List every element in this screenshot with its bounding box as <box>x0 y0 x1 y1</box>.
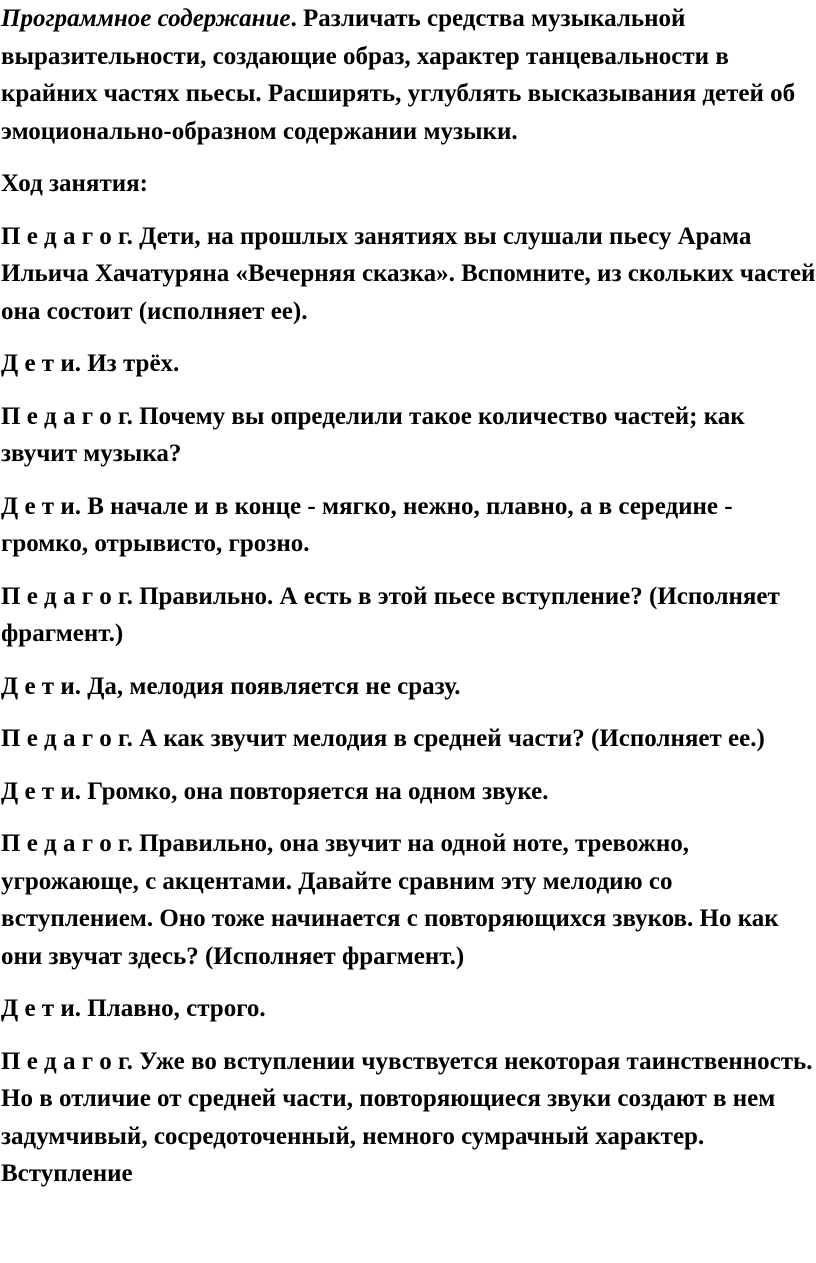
dialogue-line <box>1 398 816 473</box>
line-text: Из трёх. <box>80 350 180 377</box>
line-text: Почему вы определили такое количество частей; как звучит музыка? <box>1 402 745 467</box>
speaker-children: Д е т и. <box>1 672 81 700</box>
speaker-teacher: П е д а г о г. <box>1 402 133 430</box>
dialogue-line <box>1 218 816 331</box>
line-text: Громко, она повторяется на одном звуке. <box>80 777 549 805</box>
dialogue-line <box>1 488 816 563</box>
dialogue-line <box>1 825 816 975</box>
speaker-children: Д е т и. <box>1 350 81 377</box>
dialogue-line <box>1 578 816 653</box>
speaker-children: Д е т и. <box>1 995 81 1022</box>
line-text: Правильно. А есть в этой пьесе вступление? (Исполняет фрагмент.) <box>1 582 780 647</box>
speaker-children: Д е т и. <box>1 492 81 520</box>
intro-paragraph <box>1 0 816 150</box>
dialogue-line <box>1 990 816 1028</box>
speaker-children: Д е т и. <box>1 777 81 805</box>
line-text: Уже во вступлении чувствуется некоторая таинственность. Но в отличие от средней части, повторяющиеся звуки создают в нем задумчивый, сосредоточенный, немного сумрачный характер. Вступление <box>1 1047 813 1187</box>
program-content-text: . Различать средства музыкальной выразительности, создающие образ, характер танцевальности в крайних частях пьесы. Расширять, углублять высказывания детей об эмоционально-образном содержании музыки. <box>1 5 796 145</box>
speaker-teacher: П е д а г о г. <box>1 222 133 250</box>
line-text: Правильно, она звучит на одной ноте, тревожно, угрожающе, с акцентами. Давайте сравним эту мелодию со вступлением. Оно тоже начинается с повторяющихся звуков. Но как они звучат здесь? (Исполняет фрагмент.) <box>1 830 779 970</box>
dialogue-line <box>1 720 816 758</box>
speaker-teacher: П е д а г о г. <box>1 725 133 752</box>
speaker-teacher: П е д а г о г. <box>1 1047 133 1075</box>
line-text: Дети, на прошлых занятиях вы слушали пьесу Арама Ильича Хачатуряна «Вечерняя сказка». Вспомните, из скольких частей она состоит (исполняет ее). <box>1 222 816 325</box>
program-content-label: Программное содержание <box>1 5 291 32</box>
dialogue-line <box>1 668 816 706</box>
dialogue-line <box>1 773 816 811</box>
line-text: В начале и в конце - мягко, нежно, плавно, а в середине - громко, отрывисто, грозно. <box>1 492 733 557</box>
dialogue-line <box>1 1043 816 1193</box>
line-text: Плавно, строго. <box>80 995 266 1022</box>
lesson-heading: Ход занятия: <box>1 170 148 197</box>
line-text: Да, мелодия появляется не сразу. <box>80 672 461 700</box>
speaker-teacher: П е д а г о г. <box>1 830 133 857</box>
line-text: А как звучит мелодия в средней части? (Исполняет ее.) <box>132 725 765 752</box>
speaker-teacher: П е д а г о г. <box>1 582 133 610</box>
dialogue-line <box>1 345 816 383</box>
